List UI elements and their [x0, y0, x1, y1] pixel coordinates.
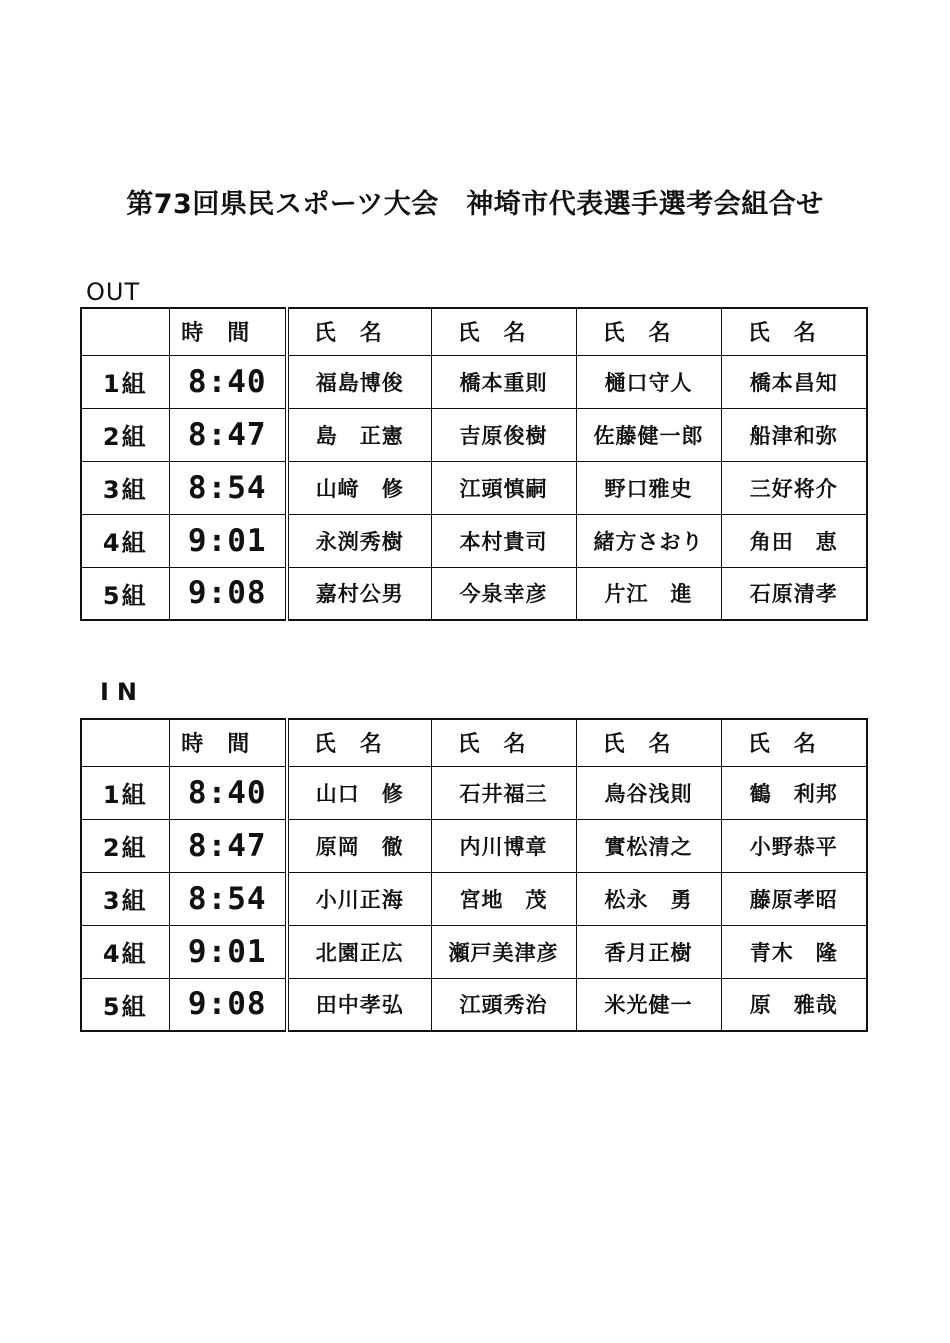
name-cell: 野口雅史: [576, 461, 721, 514]
name-cell: 永渕秀樹: [287, 514, 431, 567]
section-label-out: OUT: [86, 278, 141, 306]
table-row: [81, 766, 867, 819]
group-cell: 4組: [81, 925, 169, 978]
name-cell: 瀬戸美津彦: [431, 925, 576, 978]
group-cell: 3組: [81, 461, 169, 514]
time-cell: 9:01: [169, 925, 287, 978]
table-row: [81, 461, 867, 514]
table-row: [81, 355, 867, 408]
header-name: 氏名: [576, 308, 721, 355]
time-cell: 8:47: [169, 408, 287, 461]
name-cell: 本村貴司: [431, 514, 576, 567]
name-cell: 片江 進: [576, 567, 721, 620]
out-table: [80, 307, 868, 621]
time-cell: 8:40: [169, 766, 287, 819]
name-cell: 石井福三: [431, 766, 576, 819]
name-cell: 鳥谷浅則: [576, 766, 721, 819]
name-cell: 橋本昌知: [721, 355, 867, 408]
section-label-in: IN: [100, 678, 146, 706]
header-time: 時間: [169, 308, 287, 355]
name-cell: 實松清之: [576, 819, 721, 872]
header-name: 氏名: [431, 719, 576, 766]
name-cell: 緒方さおり: [576, 514, 721, 567]
table-row: [81, 872, 867, 925]
name-cell: 小野恭平: [721, 819, 867, 872]
name-cell: 田中孝弘: [287, 978, 431, 1031]
table-row: [81, 567, 867, 620]
header-name: 氏名: [287, 719, 431, 766]
name-cell: 船津和弥: [721, 408, 867, 461]
time-cell: 8:54: [169, 872, 287, 925]
table-header-row: [81, 308, 867, 355]
name-cell: 樋口守人: [576, 355, 721, 408]
group-cell: 5組: [81, 978, 169, 1031]
name-cell: 香月正樹: [576, 925, 721, 978]
in-table: [80, 718, 868, 1032]
header-empty-cell: [81, 719, 169, 766]
name-cell: 山口 修: [287, 766, 431, 819]
table-row: [81, 819, 867, 872]
name-cell: 鶴 利邦: [721, 766, 867, 819]
name-cell: 橋本重則: [431, 355, 576, 408]
name-cell: 今泉幸彦: [431, 567, 576, 620]
header-time: 時間: [169, 719, 287, 766]
name-cell: 佐藤健一郎: [576, 408, 721, 461]
name-cell: 嘉村公男: [287, 567, 431, 620]
table-row: [81, 925, 867, 978]
name-cell: 三好将介: [721, 461, 867, 514]
group-cell: 1組: [81, 355, 169, 408]
time-cell: 8:40: [169, 355, 287, 408]
name-cell: 青木 隆: [721, 925, 867, 978]
name-cell: 原 雅哉: [721, 978, 867, 1031]
name-cell: 米光健一: [576, 978, 721, 1031]
name-cell: 小川正海: [287, 872, 431, 925]
table-row: [81, 408, 867, 461]
name-cell: 江頭慎嗣: [431, 461, 576, 514]
table-row: [81, 514, 867, 567]
header-name: 氏名: [431, 308, 576, 355]
name-cell: 吉原俊樹: [431, 408, 576, 461]
table-header-row: [81, 719, 867, 766]
name-cell: 内川博章: [431, 819, 576, 872]
name-cell: 島 正憲: [287, 408, 431, 461]
name-cell: 藤原孝昭: [721, 872, 867, 925]
name-cell: 原岡 徹: [287, 819, 431, 872]
name-cell: 山﨑 修: [287, 461, 431, 514]
name-cell: 北園正広: [287, 925, 431, 978]
name-cell: 江頭秀治: [431, 978, 576, 1031]
header-name: 氏名: [287, 308, 431, 355]
header-name: 氏名: [721, 308, 867, 355]
time-cell: 8:47: [169, 819, 287, 872]
name-cell: 角田 恵: [721, 514, 867, 567]
header-name: 氏名: [576, 719, 721, 766]
group-cell: 3組: [81, 872, 169, 925]
header-empty-cell: [81, 308, 169, 355]
table-row: [81, 978, 867, 1031]
group-cell: 2組: [81, 819, 169, 872]
group-cell: 5組: [81, 567, 169, 620]
time-cell: 9:08: [169, 567, 287, 620]
header-name: 氏名: [721, 719, 867, 766]
time-cell: 9:08: [169, 978, 287, 1031]
group-cell: 1組: [81, 766, 169, 819]
time-cell: 8:54: [169, 461, 287, 514]
name-cell: 石原清孝: [721, 567, 867, 620]
time-cell: 9:01: [169, 514, 287, 567]
group-cell: 2組: [81, 408, 169, 461]
group-cell: 4組: [81, 514, 169, 567]
name-cell: 松永 勇: [576, 872, 721, 925]
name-cell: 宮地 茂: [431, 872, 576, 925]
name-cell: 福島博俊: [287, 355, 431, 408]
page-title: 第73回県民スポーツ大会 神埼市代表選手選考会組合せ: [126, 189, 824, 220]
